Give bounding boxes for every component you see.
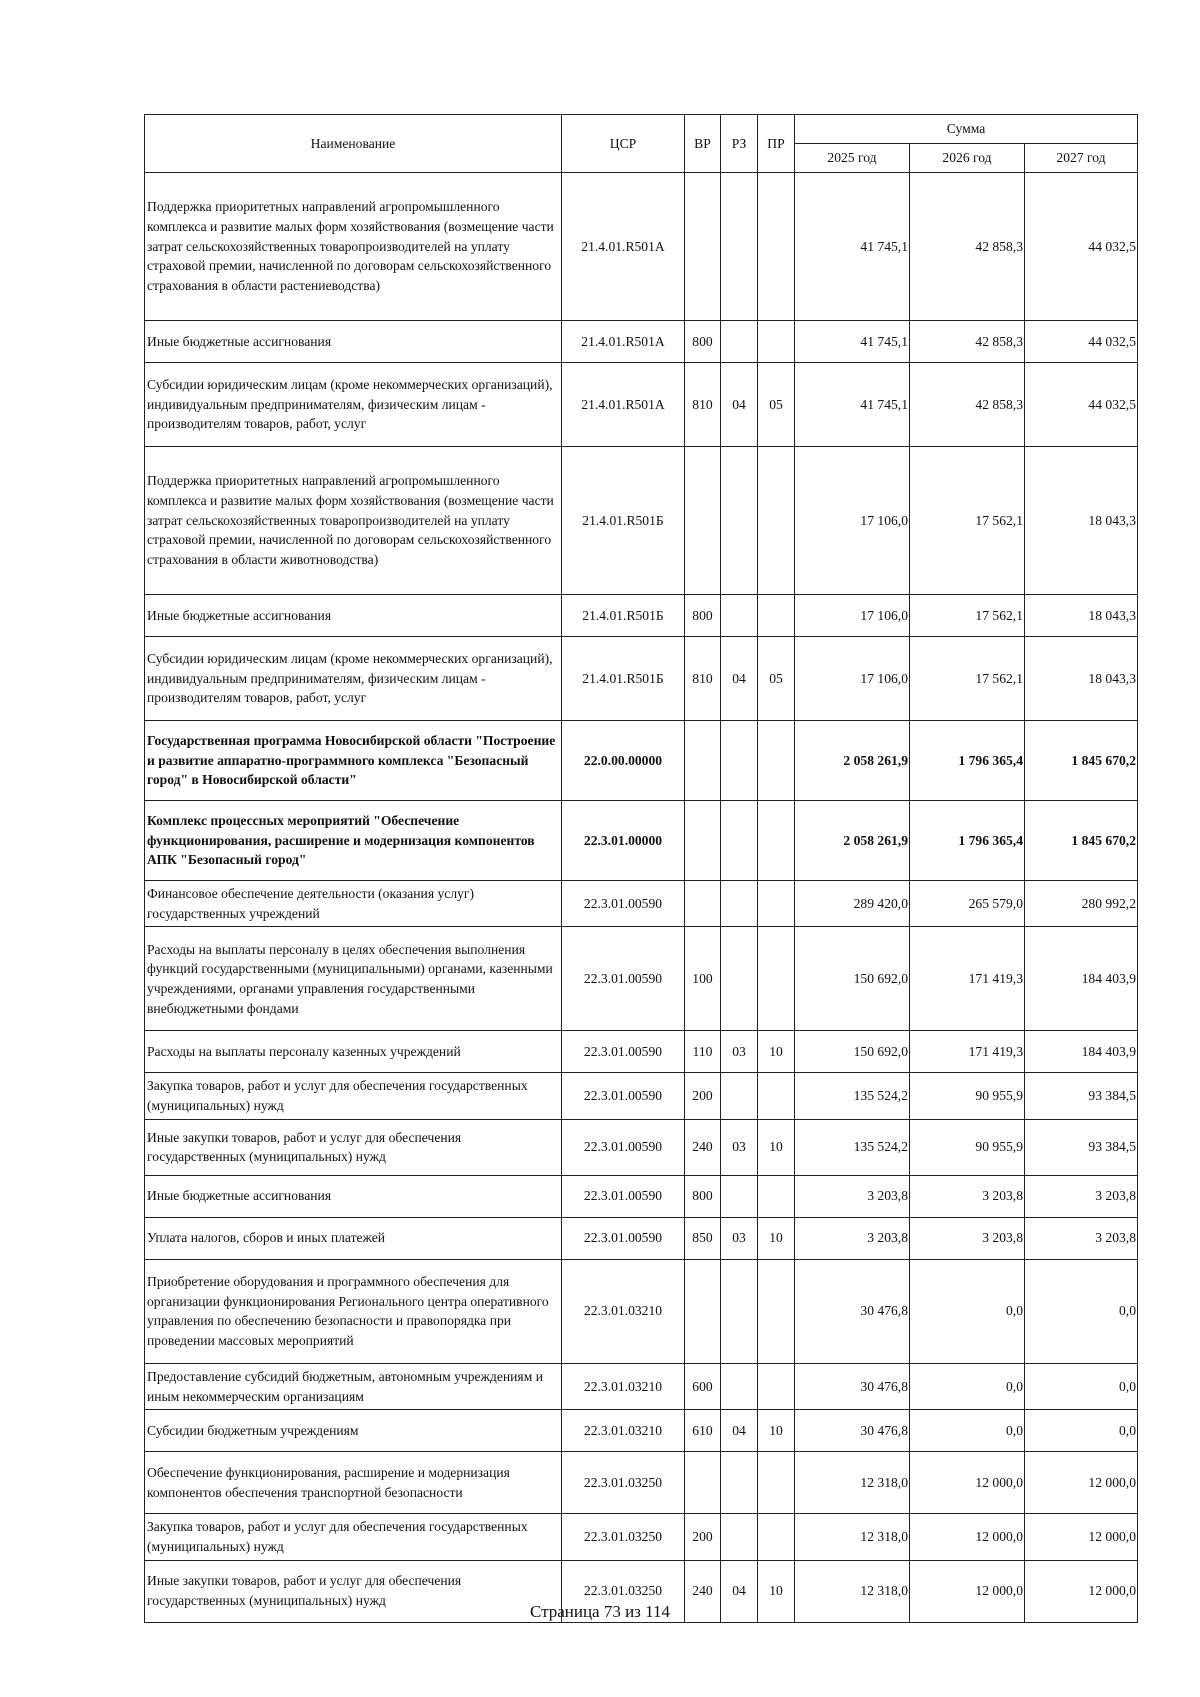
cell-pr (758, 447, 795, 595)
column-header-2026: 2026 год (910, 144, 1025, 173)
cell-2027: 0,0 (1025, 1363, 1138, 1409)
cell-vr: 600 (685, 1363, 721, 1409)
table-row (145, 1175, 1138, 1217)
cell-2025: 41 745,1 (795, 173, 910, 321)
cell-csr: 22.3.01.00590 (562, 1119, 685, 1175)
cell-pr: 10 (758, 1217, 795, 1259)
cell-2025: 3 203,8 (795, 1217, 910, 1259)
cell-2027: 0,0 (1025, 1259, 1138, 1363)
cell-pr (758, 801, 795, 881)
page-number: Страница 73 из 114 (529, 1602, 671, 1621)
cell-2025: 12 318,0 (795, 1452, 910, 1514)
cell-rz (721, 721, 758, 801)
cell-rz (721, 1452, 758, 1514)
cell-csr: 22.3.01.03250 (562, 1452, 685, 1514)
cell-csr: 22.3.01.00590 (562, 1073, 685, 1119)
cell-2027: 3 203,8 (1025, 1175, 1138, 1217)
cell-name: Поддержка приоритетных направлений агропромышленного комплекса и развитие малых форм хозяйствования (возмещение части затрат сельскохозяйственных товаропроизводителей на уплату страховой премии, начисленной по договорам сельскохозяйственного страхования в области растениеводства) (145, 173, 562, 321)
cell-name: Иные закупки товаров, работ и услуг для обеспечения государственных (муниципальных) нужд (145, 1119, 562, 1175)
cell-vr: 810 (685, 363, 721, 447)
cell-vr: 850 (685, 1217, 721, 1259)
cell-2025: 12 318,0 (795, 1514, 910, 1560)
cell-2026: 42 858,3 (910, 363, 1025, 447)
cell-rz: 03 (721, 1031, 758, 1073)
cell-pr (758, 595, 795, 637)
cell-csr: 22.3.01.03210 (562, 1410, 685, 1452)
table-row (145, 801, 1138, 881)
cell-2026: 1 796 365,4 (910, 801, 1025, 881)
cell-2027: 93 384,5 (1025, 1119, 1138, 1175)
column-header-csr: ЦСР (562, 115, 685, 173)
cell-2025: 289 420,0 (795, 881, 910, 927)
cell-name: Комплекс процессных мероприятий "Обеспечение функционирования, расширение и модернизация компонентов АПК "Безопасный город" (145, 801, 562, 881)
cell-vr: 240 (685, 1119, 721, 1175)
cell-csr: 22.3.01.00590 (562, 927, 685, 1031)
cell-vr (685, 447, 721, 595)
cell-rz (721, 1363, 758, 1409)
cell-vr (685, 721, 721, 801)
cell-rz (721, 1175, 758, 1217)
cell-rz: 03 (721, 1119, 758, 1175)
cell-2025: 30 476,8 (795, 1259, 910, 1363)
cell-name: Государственная программа Новосибирской области "Построение и развитие аппаратно-программного комплекса "Безопасный город" в Новосибирской области" (145, 721, 562, 801)
table-row (145, 595, 1138, 637)
cell-2026: 171 419,3 (910, 927, 1025, 1031)
cell-2027: 44 032,5 (1025, 363, 1138, 447)
cell-2027: 12 000,0 (1025, 1560, 1138, 1622)
cell-csr: 22.3.01.00590 (562, 1217, 685, 1259)
cell-2027: 18 043,3 (1025, 637, 1138, 721)
cell-2026: 265 579,0 (910, 881, 1025, 927)
cell-pr: 10 (758, 1560, 795, 1622)
cell-vr: 110 (685, 1031, 721, 1073)
cell-pr (758, 1452, 795, 1514)
table-row (145, 881, 1138, 927)
cell-rz: 04 (721, 363, 758, 447)
cell-2026: 42 858,3 (910, 321, 1025, 363)
cell-2026: 90 955,9 (910, 1119, 1025, 1175)
cell-vr: 810 (685, 637, 721, 721)
cell-pr (758, 173, 795, 321)
cell-pr (758, 1363, 795, 1409)
cell-pr: 10 (758, 1119, 795, 1175)
cell-2027: 12 000,0 (1025, 1452, 1138, 1514)
table-row (145, 1073, 1138, 1119)
cell-2027: 1 845 670,2 (1025, 721, 1138, 801)
table-row (145, 321, 1138, 363)
cell-2026: 3 203,8 (910, 1217, 1025, 1259)
cell-2026: 12 000,0 (910, 1560, 1025, 1622)
cell-vr (685, 1452, 721, 1514)
cell-2025: 30 476,8 (795, 1410, 910, 1452)
cell-pr (758, 1514, 795, 1560)
cell-2025: 41 745,1 (795, 321, 910, 363)
cell-2026: 3 203,8 (910, 1175, 1025, 1217)
cell-2025: 150 692,0 (795, 1031, 910, 1073)
cell-vr (685, 801, 721, 881)
cell-rz: 04 (721, 1410, 758, 1452)
cell-csr: 21.4.01.R501А (562, 321, 685, 363)
cell-csr: 22.3.01.00590 (562, 881, 685, 927)
cell-csr: 22.3.01.03250 (562, 1514, 685, 1560)
cell-2027: 44 032,5 (1025, 173, 1138, 321)
table-row (145, 1410, 1138, 1452)
cell-2027: 12 000,0 (1025, 1514, 1138, 1560)
cell-csr: 22.3.01.03210 (562, 1363, 685, 1409)
cell-csr: 21.4.01.R501А (562, 363, 685, 447)
cell-2026: 17 562,1 (910, 595, 1025, 637)
cell-vr (685, 173, 721, 321)
cell-2025: 2 058 261,9 (795, 801, 910, 881)
cell-csr: 21.4.01.R501Б (562, 595, 685, 637)
cell-2025: 17 106,0 (795, 595, 910, 637)
table-row (145, 1119, 1138, 1175)
cell-2026: 42 858,3 (910, 173, 1025, 321)
cell-name: Закупка товаров, работ и услуг для обеспечения государственных (муниципальных) нужд (145, 1073, 562, 1119)
cell-vr: 800 (685, 595, 721, 637)
column-header-2027: 2027 год (1025, 144, 1138, 173)
cell-name: Иные бюджетные ассигнования (145, 321, 562, 363)
cell-name: Иные бюджетные ассигнования (145, 595, 562, 637)
cell-2027: 184 403,9 (1025, 1031, 1138, 1073)
cell-2026: 17 562,1 (910, 447, 1025, 595)
cell-pr (758, 881, 795, 927)
cell-rz (721, 321, 758, 363)
cell-csr: 22.3.01.00590 (562, 1031, 685, 1073)
cell-name: Уплата налогов, сборов и иных платежей (145, 1217, 562, 1259)
cell-2026: 12 000,0 (910, 1514, 1025, 1560)
cell-2025: 150 692,0 (795, 927, 910, 1031)
cell-rz (721, 881, 758, 927)
cell-2026: 1 796 365,4 (910, 721, 1025, 801)
cell-rz (721, 1073, 758, 1119)
cell-vr: 240 (685, 1560, 721, 1622)
cell-csr: 22.0.00.00000 (562, 721, 685, 801)
header-row-top (145, 115, 1138, 144)
cell-2025: 30 476,8 (795, 1363, 910, 1409)
cell-csr: 21.4.01.R501А (562, 173, 685, 321)
cell-2025: 3 203,8 (795, 1175, 910, 1217)
cell-rz (721, 595, 758, 637)
cell-2026: 0,0 (910, 1259, 1025, 1363)
cell-name: Субсидии юридическим лицам (кроме некоммерческих организаций), индивидуальным предпринимателям, физическим лицам - производителям товаров, работ, услуг (145, 637, 562, 721)
cell-name: Обеспечение функционирования, расширение и модернизация компонентов обеспечения транспортной безопасности (145, 1452, 562, 1514)
cell-vr: 800 (685, 1175, 721, 1217)
cell-pr: 05 (758, 637, 795, 721)
cell-2027: 184 403,9 (1025, 927, 1138, 1031)
table-row (145, 721, 1138, 801)
cell-csr: 22.3.01.03210 (562, 1259, 685, 1363)
cell-csr: 22.3.01.00590 (562, 1175, 685, 1217)
cell-name: Расходы на выплаты персоналу казенных учреждений (145, 1031, 562, 1073)
cell-csr: 21.4.01.R501Б (562, 637, 685, 721)
cell-rz: 04 (721, 1560, 758, 1622)
cell-rz (721, 173, 758, 321)
table-row (145, 1452, 1138, 1514)
cell-2027: 280 992,2 (1025, 881, 1138, 927)
cell-2025: 12 318,0 (795, 1560, 910, 1622)
cell-2025: 17 106,0 (795, 637, 910, 721)
cell-2025: 17 106,0 (795, 447, 910, 595)
column-header-pr: ПР (758, 115, 795, 173)
cell-vr: 100 (685, 927, 721, 1031)
cell-name: Расходы на выплаты персоналу в целях обеспечения выполнения функций государственными (муниципальными) органами, казенными учреждениями, органами управления государственными внебюджетными фондами (145, 927, 562, 1031)
cell-pr: 10 (758, 1410, 795, 1452)
table-row (145, 447, 1138, 595)
cell-name: Субсидии юридическим лицам (кроме некоммерческих организаций), индивидуальным предпринимателям, физическим лицам - производителям товаров, работ, услуг (145, 363, 562, 447)
budget-table (144, 114, 1138, 1623)
cell-2026: 0,0 (910, 1363, 1025, 1409)
cell-vr: 800 (685, 321, 721, 363)
cell-name: Поддержка приоритетных направлений агропромышленного комплекса и развитие малых форм хозяйствования (возмещение части затрат сельскохозяйственных товаропроизводителей на уплату страховой премии, начисленной по договорам сельскохозяйственного страхования в области животноводства) (145, 447, 562, 595)
cell-2027: 3 203,8 (1025, 1217, 1138, 1259)
cell-pr (758, 1073, 795, 1119)
table-row (145, 1363, 1138, 1409)
cell-name: Иные бюджетные ассигнования (145, 1175, 562, 1217)
cell-name: Закупка товаров, работ и услуг для обеспечения государственных (муниципальных) нужд (145, 1514, 562, 1560)
cell-2027: 1 845 670,2 (1025, 801, 1138, 881)
table-row (145, 637, 1138, 721)
cell-name: Предоставление субсидий бюджетным, автономным учреждениям и иным некоммерческим организациям (145, 1363, 562, 1409)
cell-pr (758, 1175, 795, 1217)
cell-pr: 10 (758, 1031, 795, 1073)
cell-rz (721, 927, 758, 1031)
cell-rz (721, 801, 758, 881)
cell-name: Приобретение оборудования и программного обеспечения для организации функционирования Регионального центра оперативного управления по обеспечению безопасности и правопорядка при проведении массовых мероприятий (145, 1259, 562, 1363)
cell-2026: 90 955,9 (910, 1073, 1025, 1119)
cell-vr: 200 (685, 1073, 721, 1119)
cell-csr: 22.3.01.03250 (562, 1560, 685, 1622)
table-body (145, 173, 1138, 1623)
cell-2025: 135 524,2 (795, 1073, 910, 1119)
cell-rz (721, 1514, 758, 1560)
cell-2026: 17 562,1 (910, 637, 1025, 721)
column-header-vr: ВР (685, 115, 721, 173)
cell-2027: 18 043,3 (1025, 595, 1138, 637)
table-row (145, 1514, 1138, 1560)
cell-csr: 22.3.01.00000 (562, 801, 685, 881)
table-row (145, 363, 1138, 447)
column-header-2025: 2025 год (795, 144, 910, 173)
cell-rz (721, 1259, 758, 1363)
cell-rz (721, 447, 758, 595)
cell-2025: 41 745,1 (795, 363, 910, 447)
cell-2026: 0,0 (910, 1410, 1025, 1452)
cell-pr (758, 321, 795, 363)
cell-2027: 18 043,3 (1025, 447, 1138, 595)
cell-vr: 200 (685, 1514, 721, 1560)
cell-pr: 05 (758, 363, 795, 447)
table-row (145, 1259, 1138, 1363)
cell-name: Финансовое обеспечение деятельности (оказания услуг) государственных учреждений (145, 881, 562, 927)
column-header-name: Наименование (145, 115, 562, 173)
table-row (145, 1031, 1138, 1073)
column-header-sum: Сумма (795, 115, 1138, 144)
cell-2027: 93 384,5 (1025, 1073, 1138, 1119)
table-row (145, 1217, 1138, 1259)
cell-pr (758, 927, 795, 1031)
cell-2025: 2 058 261,9 (795, 721, 910, 801)
table-row (145, 173, 1138, 321)
cell-vr (685, 881, 721, 927)
cell-csr: 21.4.01.R501Б (562, 447, 685, 595)
cell-2027: 0,0 (1025, 1410, 1138, 1452)
cell-name: Субсидии бюджетным учреждениям (145, 1410, 562, 1452)
cell-rz: 03 (721, 1217, 758, 1259)
cell-vr: 610 (685, 1410, 721, 1452)
cell-pr (758, 721, 795, 801)
cell-pr (758, 1259, 795, 1363)
cell-vr (685, 1259, 721, 1363)
cell-2026: 12 000,0 (910, 1452, 1025, 1514)
cell-name: Иные закупки товаров, работ и услуг для обеспечения государственных (муниципальных) нужд (145, 1560, 562, 1622)
cell-rz: 04 (721, 637, 758, 721)
cell-2027: 44 032,5 (1025, 321, 1138, 363)
budget-table-container (144, 114, 1137, 1623)
table-row (145, 927, 1138, 1031)
cell-2025: 135 524,2 (795, 1119, 910, 1175)
cell-2026: 171 419,3 (910, 1031, 1025, 1073)
column-header-rz: РЗ (721, 115, 758, 173)
